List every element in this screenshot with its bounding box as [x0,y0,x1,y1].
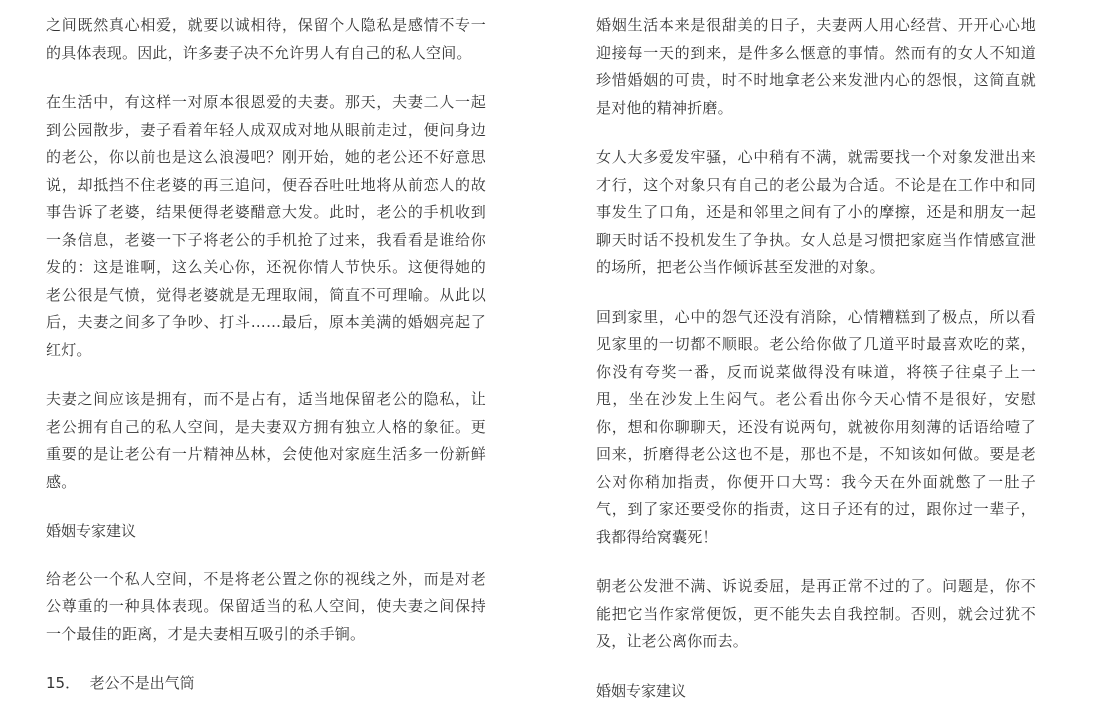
paragraph: 之间既然真心相爱，就要以诚相待，保留个人隐私是感情不专一的具体表现。因此，许多妻子决不允许男人有自己的私人空间。 [46,16,486,62]
paragraph: 女人大多爱发牢骚，心中稍有不满，就需要找一个对象发泄出来才行，这个对象只有自己的老公最为合适。不论是在工作中和同事发生了口角，还是和邻里之间有了小的摩擦，还是和朋友一起聊天时话不投机发生了争执。女人总是习惯把家庭当作情感宣泄的场所，把老公当作倾诉甚至发泄的对象。 [596,148,1036,276]
paragraph: 回到家里，心中的怨气还没有消除，心情糟糕到了极点，所以看见家里的一切都不顺眼。老公给你做了几道平时最喜欢吃的菜，你没有夸奖一番，反而说菜做得没有味道，将筷子往桌子上一甩，坐在沙发上生闷气。老公看出你今天心情不是很好，安慰你，想和你聊聊天，还没有说两句，就被你用刻薄的话语给噎了回来，折磨得老公这也不是，那也不是，不知该如何做。要是老公对你稍加指责，你便开口大骂：我今天在外面就憋了一肚子气，到了家还要受你的指责，这日子还有的过，跟你过一辈子，我都得给窝囊死！ [596,307,1036,546]
paragraph: 给老公一个私人空间，不是将老公置之你的视线之外，而是对老公尊重的一种具体表现。保留适当的私人空间，使夫妻之间保持一个最佳的距离，才是夫妻相互吸引的杀手锏。 [46,569,486,643]
section-heading: 婚姻专家建议 [596,681,687,700]
paragraph: 婚姻生活本来是很甜美的日子，夫妻两人用心经营、开开心心地迎接每一天的到来，是件多么惬意的事情。然而有的女人不知道珍惜婚姻的可贵，时不时地拿老公来发泄内心的怨恨，这简直就是对他的精神折磨。 [596,16,1036,117]
paragraph: 在生活中，有这样一对原本很恩爱的夫妻。那天，夫妻二人一起到公园散步，妻子看着年轻人成双成对地从眼前走过，便问身边的老公，你以前也是这么浪漫吧？刚开始，她的老公还不好意思说，却抵挡不住老婆的再三追问，便吞吞吐吐地将从前恋人的故事告诉了老婆，结果便得老婆醋意大发。此时，老公的手机收到一条信息，老婆一下子将老公的手机抢了过来，我看看是谁给你发的：这是谁啊，这么关心你，还祝你情人节快乐。这便得她的老公很是气愤，觉得老婆就是无理取闹，简直不可理喻。从此以后，夫妻之间多了争吵、打斗……最后，原本美满的婚姻亮起了红灯。 [46,93,486,359]
chapter-heading: 15． 老公不是出气筒 [46,674,195,692]
section-heading: 婚姻专家建议 [46,522,137,540]
paragraph: 夫妻之间应该是拥有，而不是占有，适当地保留老公的隐私，让老公拥有自己的私人空间，是夫妻双方拥有独立人格的象征。更重要的是让老公有一片精神丛林，会使他对家庭生活多一份新鲜感。 [46,390,486,491]
right-column [596,12,1036,725]
paragraph: 朝老公发泄不满、诉说委屈，是再正常不过的了。问题是，你不能把它当作家常便饭，更不能失去自我控制。否则，就会过犹不及，让老公离你而去。 [596,577,1036,650]
left-column [46,12,486,718]
